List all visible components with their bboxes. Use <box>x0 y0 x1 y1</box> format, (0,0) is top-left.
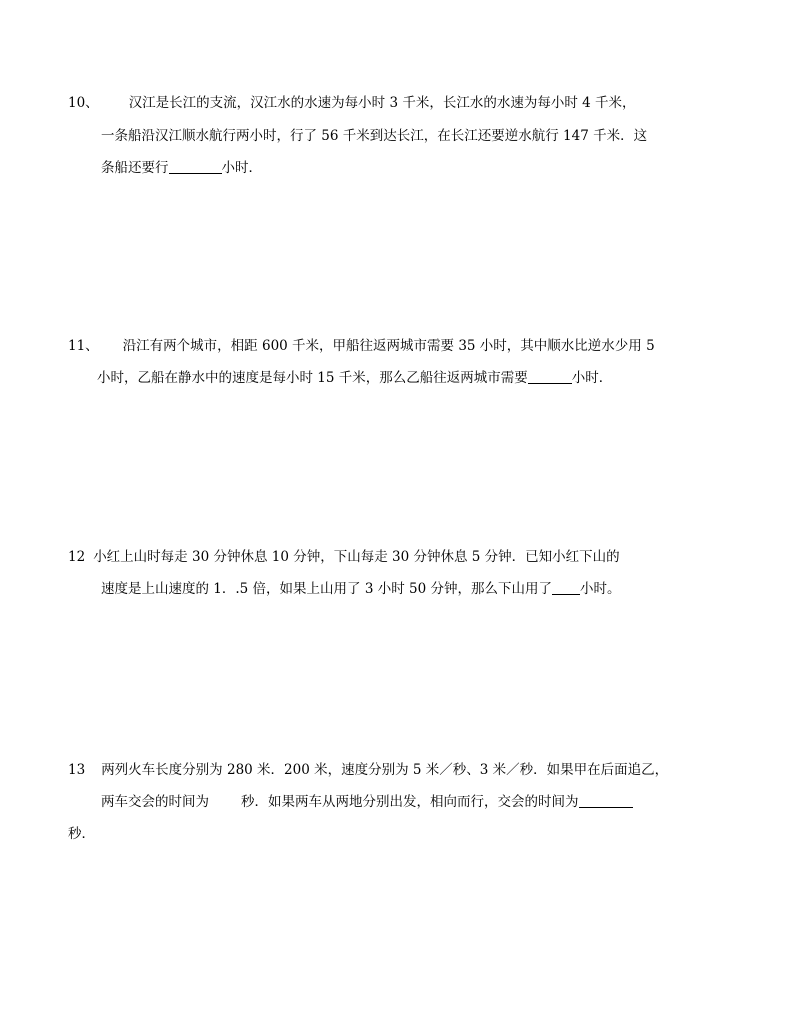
problem-11-tail: 小时． <box>571 370 613 386</box>
problem-10-tail: 小时． <box>221 160 262 176</box>
problem-11-line-2 <box>97 368 612 388</box>
problem-13-line-1 <box>68 760 668 780</box>
problem-11-line-1 <box>68 336 655 356</box>
problem-10-number: 10、 <box>68 95 99 111</box>
problem-13-text-1: 两列火车长度分别为 280 米．200 米，速度分别为 5 米／秒、3 米／秒．如果甲在后面追乙， <box>101 762 669 778</box>
problem-12-line-1 <box>68 547 620 567</box>
problem-12-line-2 <box>101 579 620 599</box>
problem-13-text-3: 秒．如果两车从两地分别出发，相向而行，交会的时间为 <box>241 794 579 810</box>
problem-11-text-2: 小时，乙船在静水中的速度是每小时 15 千米，那么乙船往返两城市需要 <box>97 370 528 386</box>
problem-13-text-2: 两车交会的时间为 <box>101 794 209 810</box>
problem-13-number: 13 <box>68 762 86 778</box>
problem-12-number: 12 <box>68 549 86 565</box>
problem-10-line-3 <box>101 158 262 178</box>
problem-10-text-1: 汉江是长江的支流，汉江水的水速为每小时 3 千米，长江水的水速为每小时 4 千米， <box>128 95 636 111</box>
answer-blank-12[interactable] <box>552 580 580 595</box>
problem-10-text-2: 一条船沿汉江顺水航行两小时，行了 56 千米到达长江，在长江还要逆水航行 147 千米．这 <box>101 128 648 144</box>
problem-12-tail: 小时。 <box>579 581 621 597</box>
problem-10-text-3: 条船还要行 <box>101 160 169 176</box>
answer-blank-10[interactable] <box>169 159 222 174</box>
problem-12-text-1: 小红上山时每走 30 分钟休息 10 分钟，下山每走 30 分钟休息 5 分钟．已知小红下山的 <box>93 549 620 565</box>
problem-10-line-1 <box>68 93 636 113</box>
problem-13-line-2 <box>101 792 633 812</box>
problem-11-text-1: 沿江有两个城市，相距 600 千米，甲船往返两城市需要 35 小时，其中顺水比逆水少用 5 <box>122 338 655 354</box>
problem-13-text-4: 秒． <box>68 826 95 842</box>
problem-11-number: 11、 <box>68 338 99 354</box>
answer-blank-13[interactable] <box>579 793 633 808</box>
problem-10-line-2 <box>101 126 647 146</box>
problem-13-line-3 <box>68 824 95 844</box>
problem-12-text-2: 速度是上山速度的 1．.5 倍，如果上山用了 3 小时 50 分钟，那么下山用了 <box>101 581 552 597</box>
answer-blank-11[interactable] <box>528 369 572 384</box>
